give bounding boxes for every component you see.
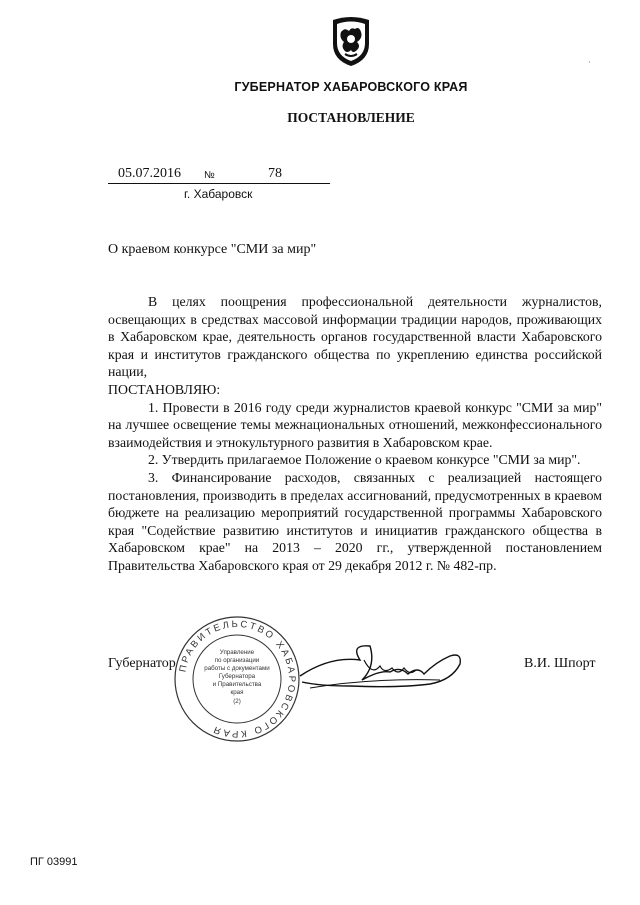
svg-text:ПРАВИТЕЛЬСТВО ХАБАРОВСКОГО КРА: ПРАВИТЕЛЬСТВО ХАБАРОВСКОГО КРАЯ — [177, 618, 298, 740]
item-1-paragraph: 1. Провести в 2016 году среди журналистов краевой конкурс "СМИ за мир" на лучшее освещение темы межнациональных отношений, межконфессионального взаимодействия и этнокультурного развития в Хабаровском крае. — [108, 399, 602, 450]
svg-text:и Правительства: и Правительства — [212, 681, 262, 688]
page-mark: · — [588, 58, 591, 67]
issue-city: г. Хабаровск — [184, 187, 253, 201]
svg-text:Управление: Управление — [219, 649, 255, 656]
svg-text:края: края — [230, 689, 244, 696]
svg-text:(2): (2) — [233, 698, 241, 705]
svg-text:по организации: по организации — [214, 657, 260, 664]
svg-text:Губернатора: Губернатора — [218, 673, 256, 680]
document-body — [108, 293, 602, 575]
issuing-authority: ГУБЕРНАТОР ХАБАРОВСКОГО КРАЯ — [234, 80, 468, 94]
handwritten-signature — [290, 636, 470, 696]
coat-of-arms-emblem — [329, 14, 373, 68]
document-number: 78 — [268, 166, 282, 181]
number-sign: № — [204, 170, 215, 181]
item-3-paragraph: 3. Финансирование расходов, связанных с реализацией настоящего постановления, производить в пределах ассигнований, предусмотренных в краевом бюджете на реализацию мероприятий государственной программы Хабаровского края "Содействие развитию институтов и инициатив гражданского общества в Хабаровском крае" на 2013 – 2020 гг., утвержденной постановлением Правительства Хабаровского края от 29 декабря 2012 г. № 482-пр. — [108, 469, 602, 573]
signer-name: В.И. Шпорт — [524, 656, 596, 671]
decree-word: ПОСТАНОВЛЯЮ: — [108, 381, 221, 397]
signer-title: Губернатор — [108, 656, 176, 671]
document-date: 05.07.2016 — [118, 166, 181, 181]
official-seal-stamp — [172, 614, 302, 744]
footer-document-code: ПГ 03991 — [30, 856, 78, 868]
item-2-paragraph: 2. Утвердить прилагаемое Положение о краевом конкурсе "СМИ за мир". — [148, 452, 581, 468]
preamble-paragraph: В целях поощрения профессиональной деятельности журналистов, освещающих в средствах массовой информации традиции народов, проживающих в Хабаровском крае, деятельность органов государственной власти Хабаровского края и институтов гражданского общества по укреплению единства российской нации, — [108, 294, 602, 380]
svg-text:работы с документами: работы с документами — [204, 665, 270, 672]
document-type: ПОСТАНОВЛЕНИЕ — [287, 110, 415, 125]
document-subject: О краевом конкурсе "СМИ за мир" — [108, 242, 317, 257]
